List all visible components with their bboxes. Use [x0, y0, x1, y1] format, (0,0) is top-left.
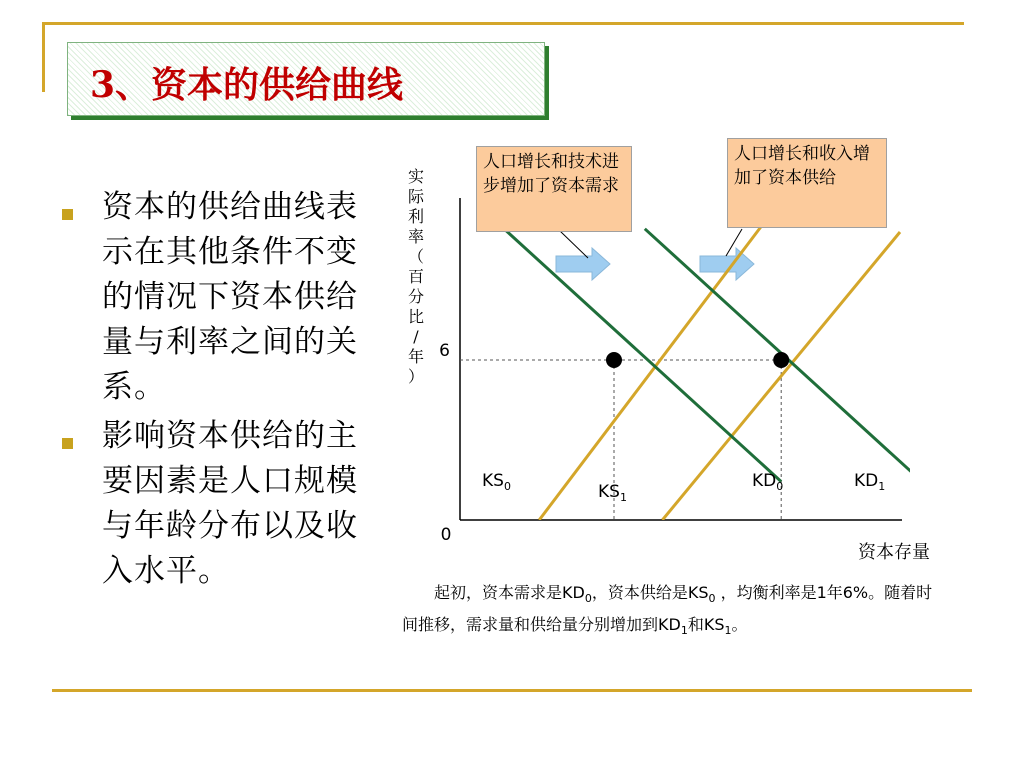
- caption-part: ，资本供给是KS: [591, 583, 709, 602]
- caption-sub: 1: [724, 624, 732, 638]
- y-axis-label-char: ）: [407, 367, 425, 386]
- y-axis-label-char: 利: [407, 207, 425, 226]
- equilibrium-rate-label: 6: [439, 341, 450, 361]
- y-axis-label-char: 分: [407, 287, 425, 306]
- bullet-text: 资本的供给曲线表示在其他条件不变的情况下资本供给量与利率之间的关系。: [102, 189, 358, 405]
- bullet-item: [62, 414, 372, 594]
- caption-sub: 1: [680, 624, 688, 638]
- caption-part: 。: [731, 615, 748, 635]
- y-axis-label: [408, 167, 425, 386]
- top-rule: [42, 22, 964, 25]
- y-axis-label-char: 实: [407, 167, 425, 186]
- y-axis-label-char: 率: [407, 227, 425, 246]
- equilibrium-point: [773, 352, 789, 368]
- title-box: [67, 42, 545, 116]
- caption-sub: 0: [708, 592, 716, 606]
- curve-label-KS1: $KS_1$: [598, 482, 627, 504]
- curve-label-KD0: $KD_0$: [752, 471, 784, 493]
- x-axis-label: 资本存量: [858, 542, 930, 563]
- bullet-text: 影响资本供给的主要因素是人口规模与年龄分布以及收入水平。: [102, 418, 358, 589]
- y-axis-label-char: 比: [407, 307, 425, 326]
- axes: [460, 198, 902, 520]
- square-bullet-icon: [62, 209, 73, 220]
- bullet-list: [62, 185, 372, 598]
- bottom-rule: [52, 689, 972, 692]
- callout-supply-shift: 人口增长和收入增加了资本供给: [727, 138, 887, 228]
- curve-label-KS0: $KS_0$: [482, 471, 511, 493]
- origin-label: 0: [440, 525, 452, 545]
- y-axis-label-char: （: [407, 247, 425, 266]
- caption: [402, 580, 942, 644]
- y-axis-label-char: 年: [407, 347, 425, 366]
- curve-labels: [482, 471, 885, 504]
- slide-title: 3、资本的供给曲线: [90, 64, 404, 106]
- square-bullet-icon: [62, 438, 73, 449]
- y-axis-label-char: /: [413, 327, 419, 346]
- right-arrow-icon: [700, 248, 754, 280]
- y-axis-label-char: 百: [407, 267, 425, 286]
- equilibrium-point: [606, 352, 622, 368]
- bullet-item: [62, 185, 372, 410]
- caption-part: 和KS: [687, 615, 725, 635]
- caption-part: 起初，资本需求是KD: [434, 583, 585, 602]
- left-rule: [42, 22, 45, 92]
- caption-sub: 0: [584, 592, 592, 606]
- callout-demand-shift: 人口增长和技术进步增加了资本需求: [476, 146, 632, 232]
- y-axis-label-char: 际: [407, 187, 425, 206]
- caption-part: ，均衡利率是1年6%。随着时间推移，需求量和供给量分别增加到KD: [402, 583, 933, 635]
- callout-leader: [560, 231, 588, 258]
- curve-label-KD1: $KD_1$: [854, 471, 886, 493]
